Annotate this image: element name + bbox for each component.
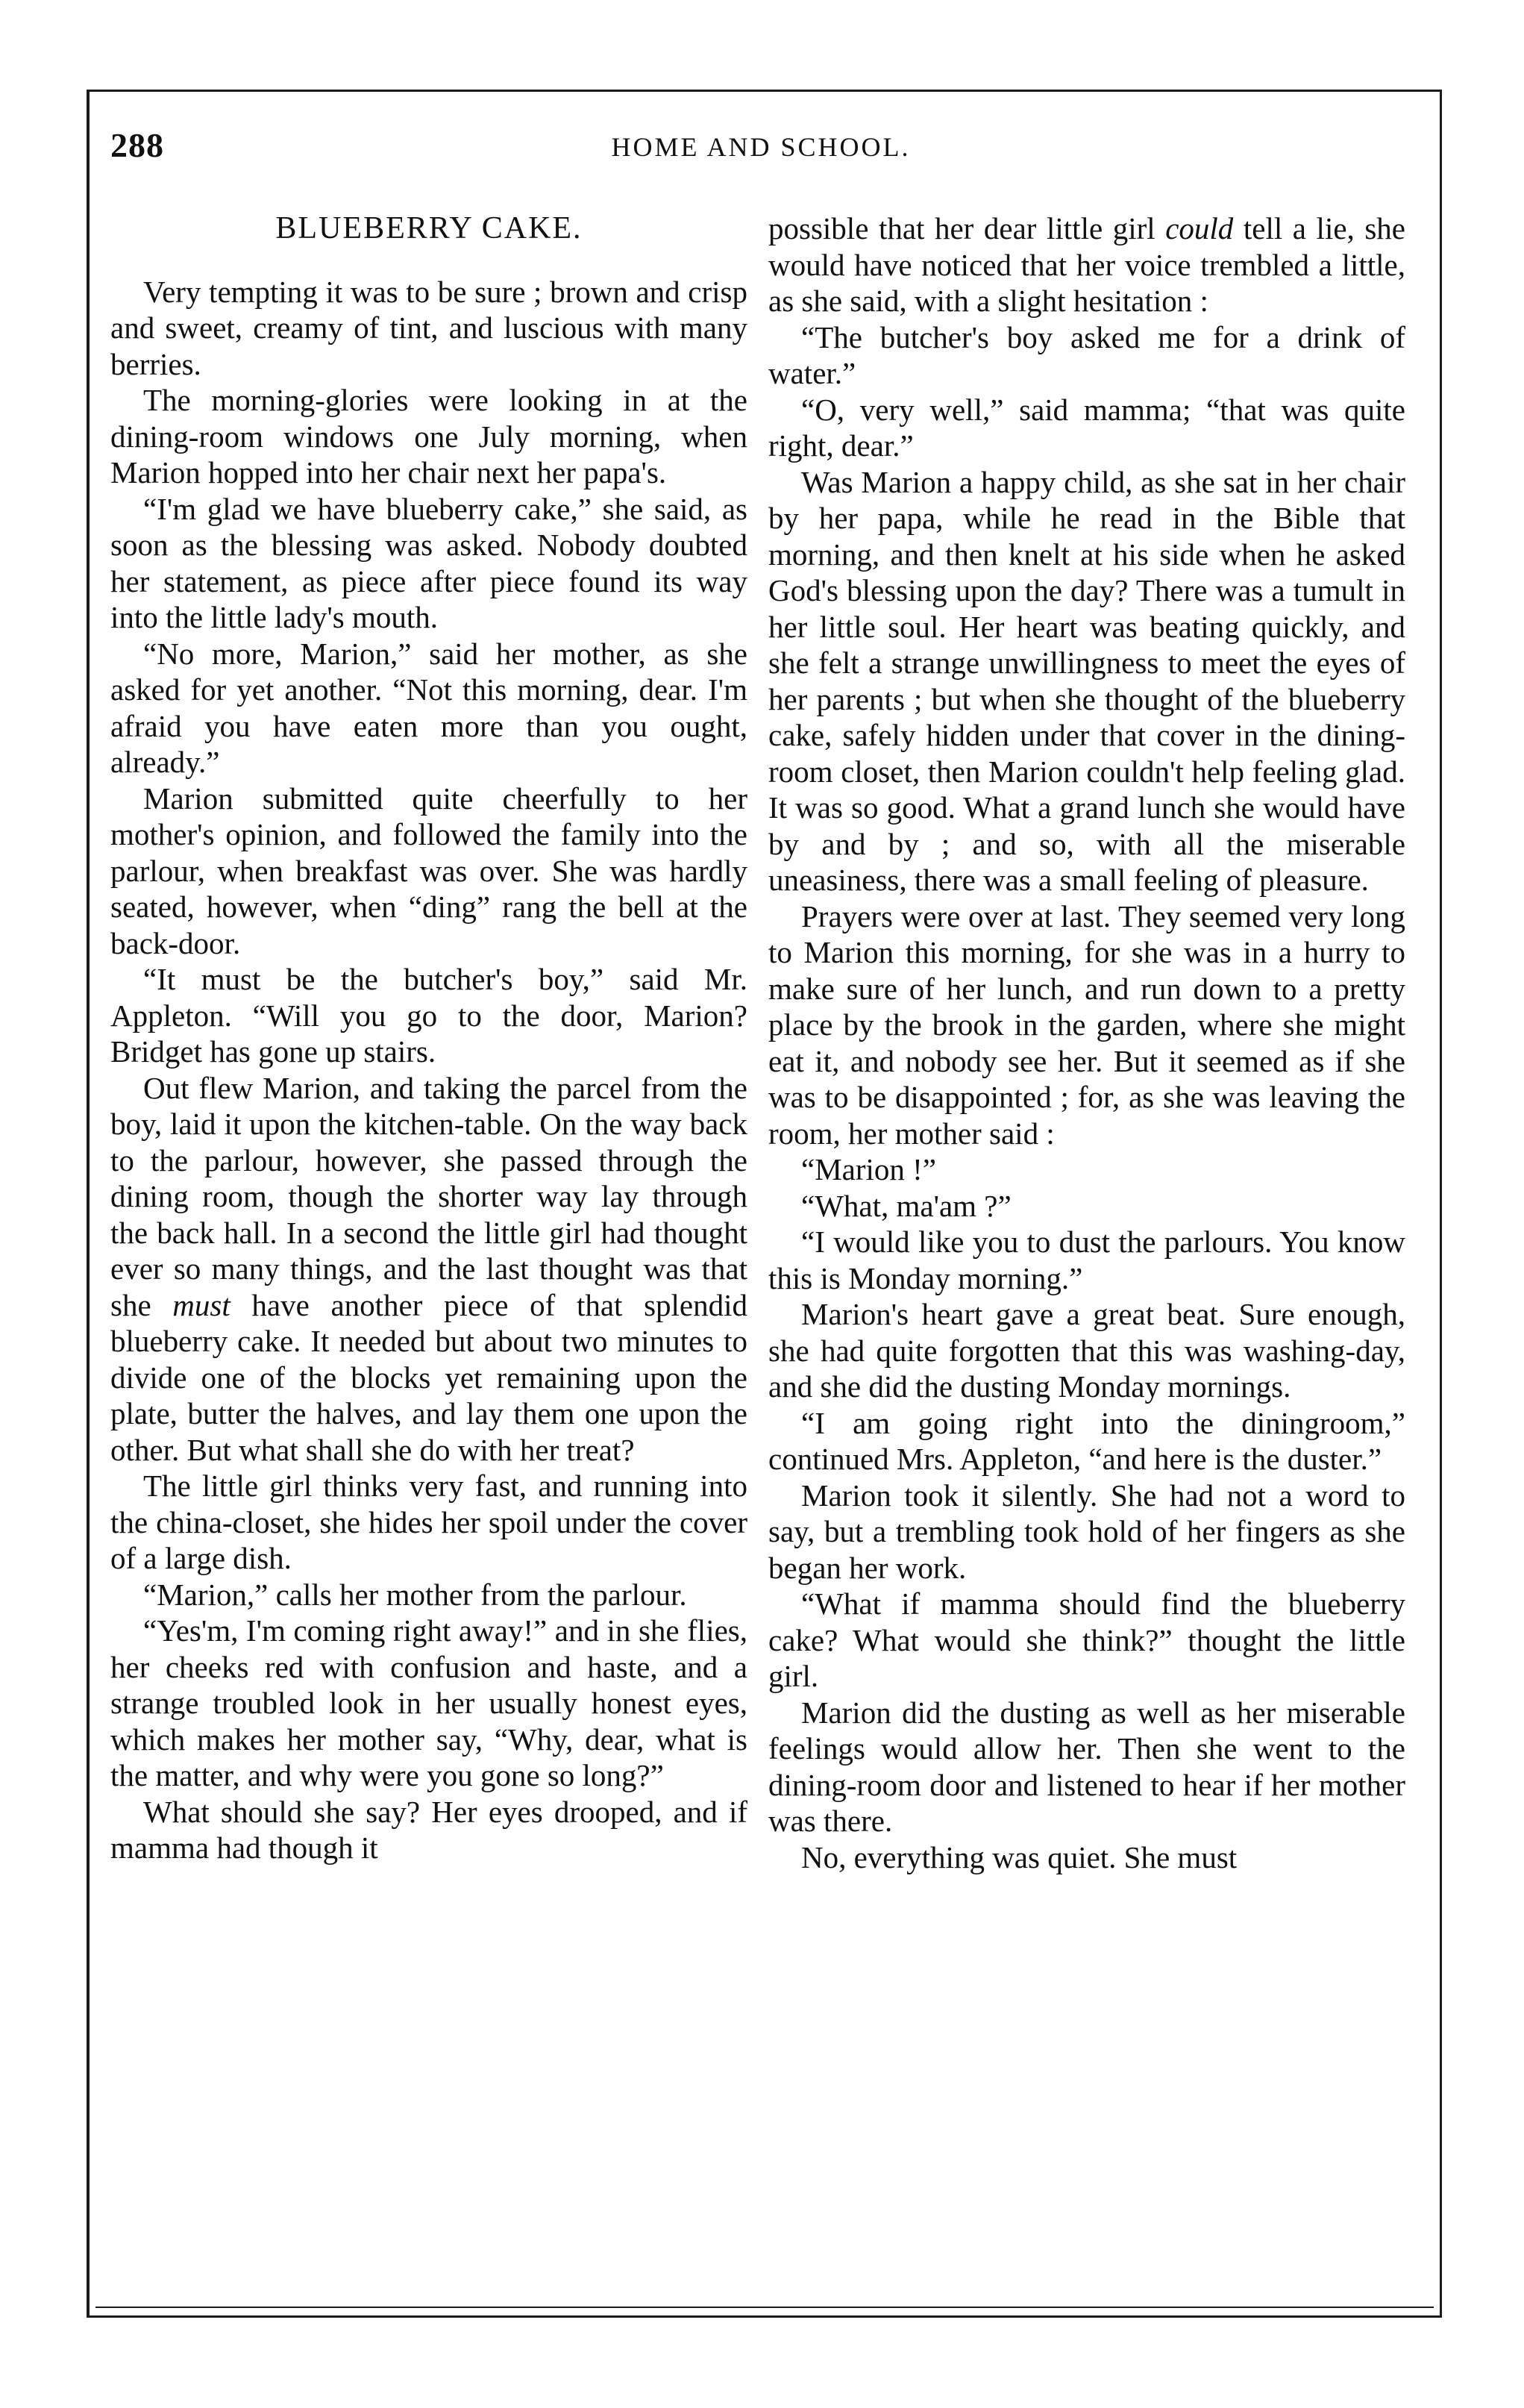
- paragraph-text: Out flew Marion, and taking the parcel from the boy, laid it upon the kitchen-table. On the way back to the parlour, however, she passed through the dining room, though the shorter way lay through the back hall. In a second the little girl had thought ever so many things, and the last thought was that she: [110, 1070, 747, 1322]
- article-title: BLUEBERRY CAKE.: [275, 211, 583, 246]
- paragraph: Prayers were over at last. They seemed very long to Marion this morning, for she was in a hurry to make sure of her lunch, and run down to a pretty place by the brook in the garden, where she might eat it, and nobody see her. But it seemed as if she was to be disappointed ; for, as she was leaving the room, her mother said :: [768, 898, 1405, 1151]
- paragraph: “I am going right into the diningroom,” continued Mrs. Appleton, “and here is the duster.”: [768, 1405, 1405, 1476]
- paragraph-continued: [768, 210, 1405, 319]
- paragraph: “The butcher's boy asked me for a drink of water.”: [768, 319, 1405, 390]
- emphasis-must: must: [172, 1287, 231, 1322]
- paragraph: “Yes'm, I'm coming right away!” and in she flies, her cheeks red with confusion and haste, and a strange troubled look in her usually honest eyes, which makes her mother say, “Why, dear, what is the matter, and why were you gone so long?”: [110, 1613, 747, 1792]
- paragraph: “No more, Marion,” said her mother, as she asked for yet another. “Not this morning, dear. I'm afraid you have eaten more than you ought, already.”: [110, 636, 747, 779]
- page-header: [110, 125, 1411, 178]
- paragraph: “What, ma'am ?”: [801, 1188, 1012, 1223]
- paragraph: Marion took it silently. She had not a word to say, but a trembling took hold of her fingers as she began her work.: [768, 1477, 1405, 1585]
- paragraph: What should she say? Her eyes drooped, and if mamma had though it: [110, 1794, 747, 1865]
- paragraph: Marion's heart gave a great beat. Sure enough, she had quite forgotten that this was washing-day, and she did the dusting Monday mornings.: [768, 1297, 1405, 1404]
- paragraph: “I'm glad we have blueberry cake,” she said, as soon as the blessing was asked. Nobody doubted her statement, as piece after piece found its way into the little lady's mouth.: [110, 491, 747, 634]
- running-title: HOME AND SCHOOL.: [611, 132, 911, 162]
- paragraph: “I would like you to dust the parlours. You know this is Monday morning.”: [768, 1225, 1405, 1295]
- paragraph: “It must be the butcher's boy,” said Mr. Appleton. “Will you go to the door, Marion? Bridget has gone up stairs.: [110, 962, 747, 1069]
- paragraph: “Marion !”: [801, 1152, 936, 1186]
- paragraph-text: possible that her dear little girl: [768, 211, 1155, 246]
- paragraph-text: tell a lie, she would have noticed that her voice trembled a little, as she said, with a slight hesitation :: [768, 211, 1406, 318]
- paragraph: No, everything was quiet. She must: [801, 1839, 1238, 1874]
- paragraph: [110, 1070, 747, 1469]
- left-column: [110, 210, 747, 1866]
- paragraph: “What if mamma should find the blueberry cake? What would she think?” thought the little girl.: [768, 1586, 1405, 1693]
- paragraph: Marion did the dusting as well as her miserable feelings would allow her. Then she went to the dining-room door and listened to hear if her mother was there.: [768, 1695, 1405, 1838]
- paragraph: Marion submitted quite cheerfully to her mother's opinion, and followed the family into the parlour, when breakfast was over. She was hardly seated, however, when “ding” rang the bell at the back-door.: [110, 781, 747, 960]
- paragraph: “Marion,” calls her mother from the parlour.: [143, 1577, 687, 1612]
- paragraph: The little girl thinks very fast, and running into the china-closet, she hides her spoil under the cover of a large dish.: [110, 1469, 747, 1575]
- paragraph: Very tempting it was to be sure ; brown and crisp and sweet, creamy of tint, and luscious with many berries.: [110, 274, 747, 381]
- emphasis-could: could: [1165, 211, 1234, 246]
- paragraph-text: have another piece of that splendid blueberry cake. It needed but about two minutes to divide one of the blocks yet remaining upon the plate, butter the halves, and lay them one upon the other. But what shall she do with her treat?: [110, 1287, 747, 1467]
- paragraph: “O, very well,” said mamma; “that was quite right, dear.”: [768, 392, 1405, 463]
- paragraph: Was Marion a happy child, as she sat in her chair by her papa, while he read in the Bible that morning, and then knelt at his side when he asked God's blessing upon the day? There was a tumult in her little soul. Her heart was beating quickly, and she felt a strange unwillingness to meet the eyes of her parents ; but when she thought of the blueberry cake, safely hidden under that cover in the dining-room closet, then Marion couldn't help feeling glad. It was so good. What a grand lunch she would have by and by ; and so, with all the miserable uneasiness, there was a small feeling of pleasure.: [768, 464, 1405, 897]
- page-number: 288: [110, 126, 164, 164]
- paragraph: The morning-glories were looking in at the dining-room windows one July morning, when Marion hopped into her chair next her papa's.: [110, 383, 747, 490]
- right-column: [768, 210, 1405, 1875]
